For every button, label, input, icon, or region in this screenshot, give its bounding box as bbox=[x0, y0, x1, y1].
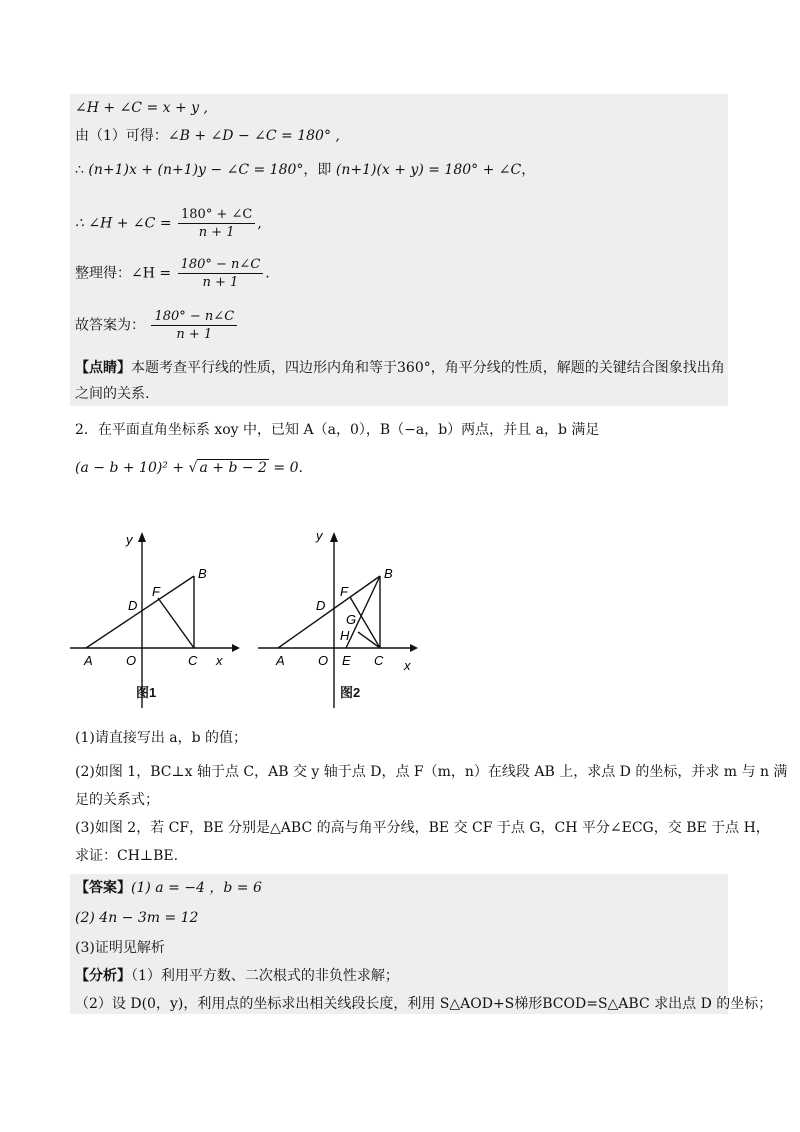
question-3-line-1 bbox=[75, 818, 770, 838]
label-G: G bbox=[346, 612, 357, 627]
figure-1 bbox=[70, 520, 240, 714]
text-prefix: 由（1）可得： bbox=[75, 128, 168, 144]
label-x: x bbox=[404, 658, 411, 673]
label-A: A bbox=[84, 653, 93, 668]
label-O: O bbox=[318, 653, 329, 668]
answer-line-2 bbox=[75, 908, 198, 928]
equation-text: (a − b + 10)² + bbox=[75, 460, 185, 476]
answer-text: (1) a = −4 ，b = 6 bbox=[131, 880, 262, 896]
question-text: (3)如图 2，若 CF，BE 分别是△ABC 的高与角平分线，BE 交 CF 于点 G，CH 平分∠ECG，交 BE 于点 H， bbox=[75, 820, 770, 836]
label-F: F bbox=[340, 584, 348, 599]
label-y: y bbox=[126, 532, 133, 547]
comment-line-2 bbox=[75, 384, 149, 404]
comment-line-1 bbox=[75, 358, 725, 378]
analysis-text: （1）利用平方数、二次根式的非负性求解； bbox=[131, 968, 399, 984]
question-text: (2)如图 1，BC⊥x 轴于点 C，AB 交 y 轴于点 D，点 F（m，n）在线段 AB 上，求点 D 的坐标，并求 m 与 n 满 bbox=[75, 764, 788, 780]
x-axis-arrow-icon bbox=[232, 644, 240, 652]
label-y: y bbox=[316, 528, 323, 543]
y-axis-arrow-icon bbox=[330, 532, 338, 542]
question-text: 求证：CH⊥BE. bbox=[75, 848, 179, 864]
label-C: C bbox=[374, 653, 384, 668]
solution-line-4 bbox=[75, 206, 262, 241]
y-axis-arrow-icon bbox=[138, 532, 146, 542]
solution-line-1 bbox=[75, 98, 208, 118]
figure-2 bbox=[258, 520, 428, 714]
question-1 bbox=[75, 728, 247, 748]
fraction bbox=[151, 308, 237, 343]
x-axis-arrow-icon bbox=[410, 644, 418, 652]
label-D: D bbox=[128, 598, 138, 613]
segment-AB bbox=[86, 576, 194, 648]
label-F: F bbox=[152, 584, 160, 599]
label-B: B bbox=[198, 566, 207, 581]
fraction bbox=[178, 206, 255, 241]
equation-text: (n+1)(x + y) = 180° + ∠C bbox=[335, 162, 522, 178]
question-2-line-1 bbox=[75, 762, 787, 782]
answer-text: (3)证明见解析 bbox=[75, 940, 165, 956]
answer-tag: 【答案】 bbox=[75, 880, 131, 896]
text-end: ， bbox=[521, 162, 536, 178]
text-mid: ，即 bbox=[303, 162, 332, 178]
fraction-numerator: 180° − n∠C bbox=[151, 308, 237, 326]
equation-text: = 0 bbox=[273, 460, 299, 476]
fraction-numerator: 180° − n∠C bbox=[178, 256, 264, 274]
fraction-denominator: n + 1 bbox=[198, 225, 235, 240]
problem-stem bbox=[75, 420, 599, 440]
equation-text: ∴ ∠H + ∠C = bbox=[75, 215, 172, 232]
solution-line-3 bbox=[75, 160, 535, 180]
question-text: (1)请直接写出 a，b 的值； bbox=[75, 730, 248, 746]
label-O: O bbox=[126, 653, 137, 668]
comment-tag: 【点睛】 bbox=[75, 360, 131, 376]
text-end: . bbox=[265, 265, 270, 282]
text-end: . bbox=[298, 460, 303, 476]
solution-line-2 bbox=[75, 126, 340, 146]
label-C: C bbox=[188, 653, 198, 668]
fraction-numerator: 180° + ∠C bbox=[178, 206, 255, 224]
solution-line-5 bbox=[75, 256, 270, 291]
equation-text: ∠H + ∠C = x + y , bbox=[75, 100, 208, 116]
label-E: E bbox=[342, 653, 351, 668]
analysis-line-1 bbox=[75, 966, 399, 986]
label-B: B bbox=[384, 566, 393, 581]
text-prefix: 整理得：∠H = bbox=[75, 265, 172, 282]
therefore-symbol: ∴ bbox=[75, 162, 84, 178]
fraction bbox=[178, 256, 264, 291]
question-3-line-2 bbox=[75, 846, 178, 866]
question-2-line-2 bbox=[75, 790, 159, 810]
answer-line-3 bbox=[75, 938, 165, 958]
solution-line-6 bbox=[75, 308, 239, 343]
comment-text: 之间的关系. bbox=[75, 386, 150, 402]
text-end: , bbox=[257, 215, 262, 232]
comment-text: 本题考查平行线的性质，四边形内角和等于360°，角平分线的性质，解题的关键结合图象找出角 bbox=[131, 360, 725, 376]
segment-FC bbox=[158, 598, 194, 648]
fraction-denominator: n + 1 bbox=[176, 327, 213, 342]
figure-2-caption: 图2 bbox=[340, 685, 361, 700]
analysis-text: （2）设 D(0，y)，利用点的坐标求出相关线段长度，利用 S△AOD+S梯形BCOD=S△ABC 求出点 D 的坐标； bbox=[75, 996, 773, 1012]
problem-stem-text: 2．在平面直角坐标系 xoy 中，已知 A（a，0），B（−a，b）两点，并且 a，b 满足 bbox=[75, 422, 600, 438]
question-text: 足的关系式； bbox=[75, 792, 159, 808]
segment-HC bbox=[358, 632, 380, 648]
label-D: D bbox=[316, 598, 326, 613]
analysis-tag: 【分析】 bbox=[75, 968, 131, 984]
label-H: H bbox=[340, 628, 350, 643]
equation-text: ∠B + ∠D − ∠C = 180° , bbox=[167, 128, 340, 144]
label-A: A bbox=[276, 653, 285, 668]
sqrt-radicand: a + b − 2 bbox=[199, 460, 267, 476]
equation-text: (n+1)x + (n+1)y − ∠C = 180° bbox=[88, 162, 304, 178]
label-x: x bbox=[216, 653, 223, 668]
analysis-line-2 bbox=[75, 994, 772, 1014]
answer-line-1 bbox=[75, 878, 262, 898]
text-prefix: 故答案为： bbox=[75, 317, 145, 334]
problem-condition: (a − b + 10)² + √ a + b − 2 = 0. bbox=[75, 460, 303, 476]
fraction-denominator: n + 1 bbox=[202, 275, 239, 290]
figure-1-caption: 图1 bbox=[136, 685, 157, 700]
answer-text: (2) 4n − 3m = 12 bbox=[75, 910, 199, 926]
